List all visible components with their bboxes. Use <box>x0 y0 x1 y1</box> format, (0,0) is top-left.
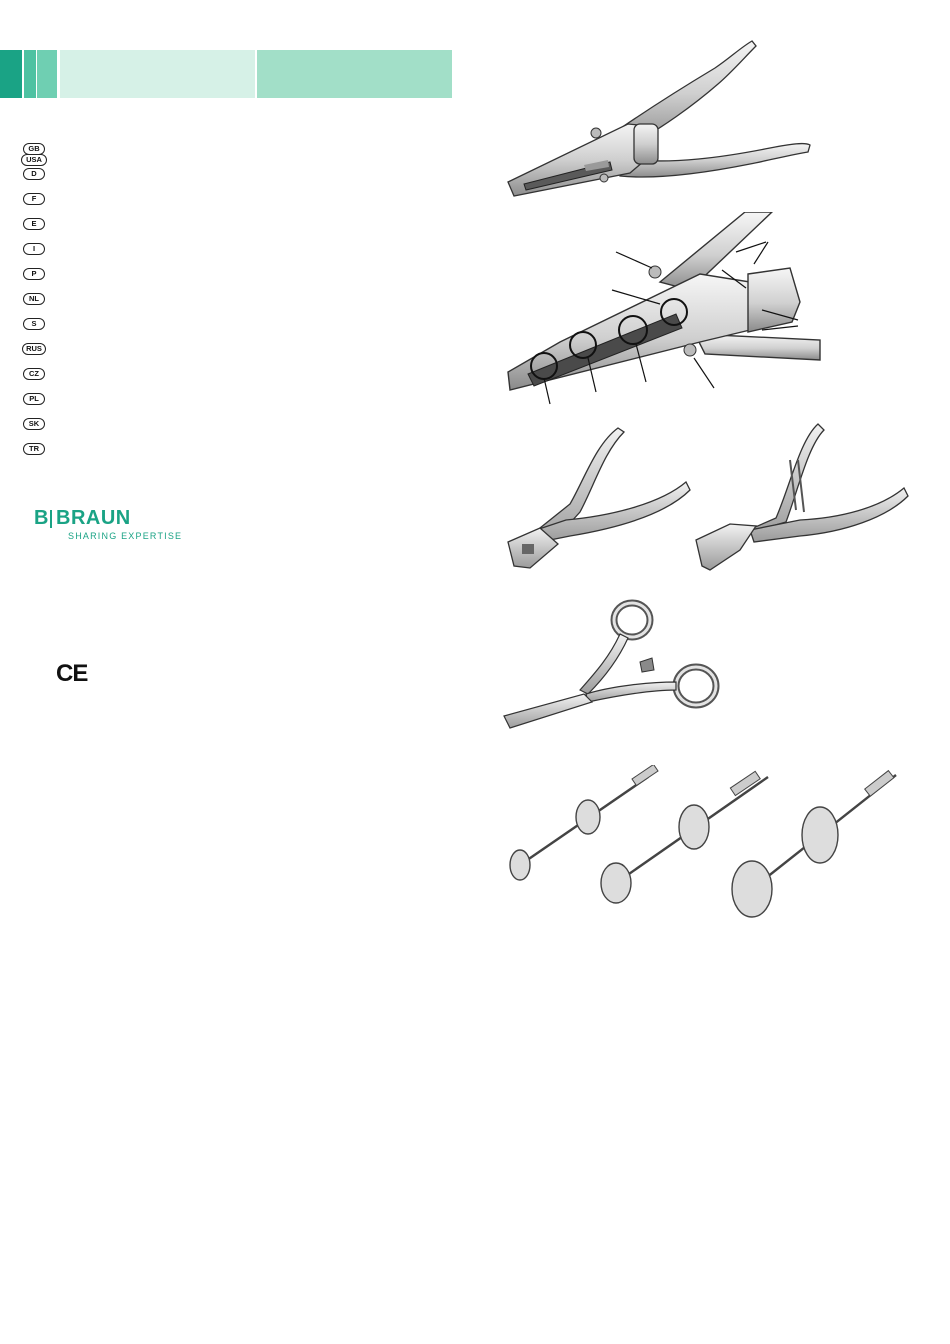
logo-wordmark: BRAUN <box>56 507 131 529</box>
language-badge-p: P <box>23 268 45 280</box>
header-block-1 <box>0 50 22 98</box>
language-badge-pl: PL <box>23 393 45 405</box>
figure-applicator-forceps-callouts <box>500 212 830 410</box>
language-badge-rus: RUS <box>22 343 46 355</box>
bbraun-logo <box>34 507 184 547</box>
language-badge-cz: CZ <box>23 368 45 380</box>
figure-applicator-forceps-overview <box>500 38 820 208</box>
language-badge-e: E <box>23 218 45 230</box>
language-badge-gb: GB <box>23 143 45 155</box>
language-badge-i: I <box>23 243 45 255</box>
logo-letter-b: B <box>34 507 49 529</box>
logo-tagline: SHARING EXPERTISE <box>68 531 183 541</box>
header-color-band <box>0 50 452 98</box>
ce-mark: CE <box>56 660 88 687</box>
header-block-4 <box>60 50 255 98</box>
header-block-3 <box>37 50 57 98</box>
language-badge-s: S <box>23 318 45 330</box>
language-badge-f: F <box>23 193 45 205</box>
language-list <box>22 143 82 463</box>
language-badge-sk: SK <box>23 418 45 430</box>
figure-hemostatic-clamp <box>500 598 730 738</box>
header-block-2 <box>24 50 36 98</box>
language-badge-usa: USA <box>21 154 47 166</box>
figure-cutting-pliers <box>500 420 920 580</box>
figure-disc-instruments <box>498 765 908 925</box>
header-block-5 <box>257 50 452 98</box>
logo-divider <box>50 510 52 528</box>
language-badge-d: D <box>23 168 45 180</box>
language-badge-nl: NL <box>23 293 45 305</box>
language-badge-tr: TR <box>23 443 45 455</box>
